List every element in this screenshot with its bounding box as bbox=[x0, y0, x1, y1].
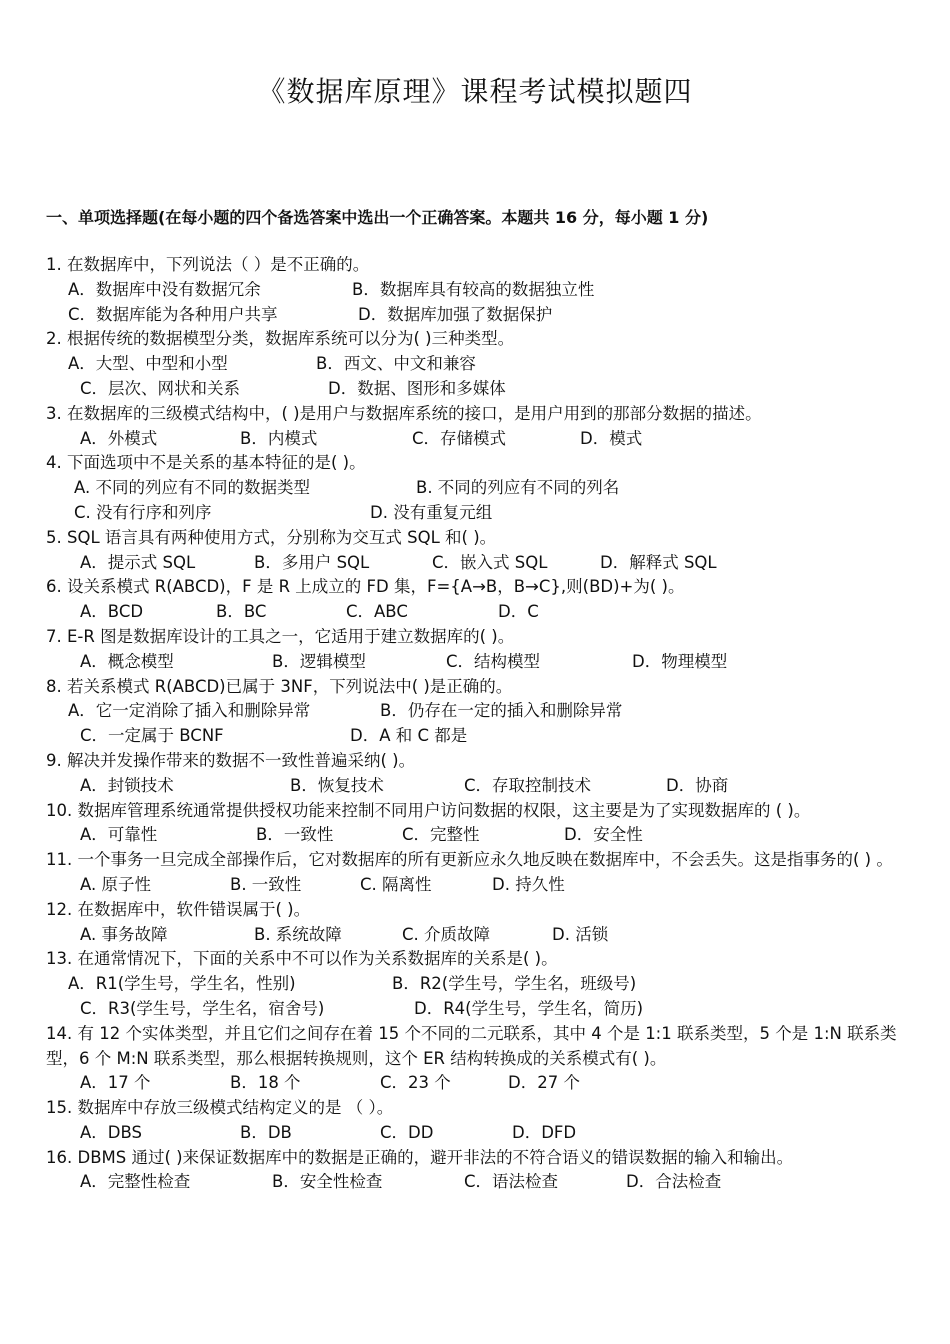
option-a: A．它一定消除了插入和删除异常 bbox=[68, 701, 311, 721]
option-a: A．可靠性 bbox=[80, 825, 158, 845]
option-d: D．数据库加强了数据保护 bbox=[358, 304, 553, 324]
question-stem: 9. 解决并发操作带来的数据不一致性普遍采纳( )。 bbox=[46, 750, 416, 770]
option-c: C．语法检查 bbox=[464, 1172, 559, 1192]
question-stem: 10. 数据库管理系统通常提供授权功能来控制不同用户访问数据的权限，这主要是为了实现数据库的 ( )。 bbox=[46, 800, 811, 820]
option-a: A．外模式 bbox=[80, 428, 158, 448]
option-b: B．18 个 bbox=[230, 1073, 301, 1093]
option-c: C．一定属于 BCNF bbox=[80, 726, 224, 746]
option-d: D．物理模型 bbox=[632, 651, 728, 671]
question-stem: 3. 在数据库的三级模式结构中，( )是用户与数据库系统的接口，是用户用到的那部分数据的描述。 bbox=[46, 403, 762, 423]
question-15 bbox=[46, 1096, 908, 1146]
option-b: B．DB bbox=[240, 1122, 292, 1142]
option-c: C．层次、网状和关系 bbox=[80, 378, 241, 398]
question-stem: 14. 有 12 个实体类型，并且它们之间存在着 15 个不同的二元联系，其中 4 个是 1:1 联系类型，5 个是 1:N 联系类型，6 个 M:N 联系类型，那么根据转换规则，这个 ER 结构转换成的关系模式有( )。 bbox=[46, 1023, 897, 1068]
option-c: C．23 个 bbox=[380, 1073, 451, 1093]
question-stem: 5. SQL 语言具有两种使用方式，分别称为交互式 SQL 和( )。 bbox=[46, 527, 497, 547]
question-16 bbox=[46, 1146, 908, 1196]
section-heading: 一、单项选择题(在每小题的四个备选答案中选出一个正确答案。本题共 16 分，每小题 1 分) bbox=[46, 208, 709, 227]
option-a: A．完整性检查 bbox=[80, 1172, 191, 1192]
option-c: C．R3(学生号，学生名，宿舍号) bbox=[80, 998, 325, 1018]
question-13 bbox=[46, 947, 908, 1021]
option-d: D．A 和 C 都是 bbox=[350, 726, 468, 746]
question-10 bbox=[46, 799, 908, 849]
option-b: B. 不同的列应有不同的列名 bbox=[416, 478, 620, 498]
option-b: B．安全性检查 bbox=[272, 1172, 383, 1192]
question-stem: 7. E-R 图是数据库设计的工具之一，它适用于建立数据库的( )。 bbox=[46, 626, 515, 646]
option-a: A．R1(学生号，学生名，性别) bbox=[68, 974, 296, 994]
option-a: A．数据库中没有数据冗余 bbox=[68, 279, 261, 299]
option-c: C．存储模式 bbox=[412, 428, 507, 448]
question-stem: 13. 在通常情况下，下面的关系中不可以作为关系数据库的关系是( )。 bbox=[46, 949, 558, 969]
option-c: C．完整性 bbox=[402, 825, 480, 845]
question-14 bbox=[46, 1022, 908, 1096]
option-d: D．安全性 bbox=[564, 825, 643, 845]
option-c: C. 隔离性 bbox=[360, 874, 432, 894]
option-a: A. 原子性 bbox=[80, 874, 151, 894]
option-a: A．封锁技术 bbox=[80, 775, 174, 795]
option-d: D．DFD bbox=[512, 1122, 577, 1142]
question-stem: 15. 数据库中存放三级模式结构定义的是 （ ）。 bbox=[46, 1098, 394, 1118]
question-12 bbox=[46, 898, 908, 948]
option-d: D．27 个 bbox=[508, 1073, 580, 1093]
option-b: B．逻辑模型 bbox=[272, 651, 366, 671]
option-b: B．BC bbox=[216, 602, 267, 622]
question-list bbox=[46, 253, 908, 1195]
option-a: A．DBS bbox=[80, 1122, 142, 1142]
question-9 bbox=[46, 749, 908, 799]
option-d: D. 活锁 bbox=[552, 924, 609, 944]
option-d: D. 持久性 bbox=[492, 874, 565, 894]
option-b: B．数据库具有较高的数据独立性 bbox=[352, 279, 595, 299]
option-d: D．R4(学生号，学生名，简历) bbox=[414, 998, 644, 1018]
option-b: B．多用户 SQL bbox=[254, 552, 370, 572]
option-b: B. 系统故障 bbox=[254, 924, 342, 944]
question-5 bbox=[46, 526, 908, 576]
option-d: D．合法检查 bbox=[626, 1172, 722, 1192]
question-8 bbox=[46, 675, 908, 749]
question-3 bbox=[46, 402, 908, 452]
option-c: C. 没有行序和列序 bbox=[74, 502, 212, 522]
option-c: C．存取控制技术 bbox=[464, 775, 592, 795]
question-stem: 8. 若关系模式 R(ABCD)已属于 3NF，下列说法中( )是正确的。 bbox=[46, 676, 513, 696]
option-d: D．解释式 SQL bbox=[600, 552, 717, 572]
question-4 bbox=[46, 451, 908, 525]
option-d: D. 没有重复元组 bbox=[370, 502, 493, 522]
question-stem: 2. 根据传统的数据模型分类，数据库系统可以分为( )三种类型。 bbox=[46, 329, 515, 349]
option-c: C．ABC bbox=[346, 602, 408, 622]
option-d: D．模式 bbox=[580, 428, 643, 448]
question-stem: 6. 设关系模式 R(ABCD)，F 是 R 上成立的 FD 集，F={A→B，B→C},则(BD)+为( )。 bbox=[46, 577, 685, 597]
option-a: A．大型、中型和小型 bbox=[68, 354, 228, 374]
question-stem: 16. DBMS 通过( )来保证数据库中的数据是正确的，避开非法的不符合语义的错误数据的输入和输出。 bbox=[46, 1147, 794, 1167]
question-11 bbox=[46, 848, 908, 898]
option-b: B. 一致性 bbox=[230, 874, 302, 894]
option-b: B．西文、中文和兼容 bbox=[316, 354, 476, 374]
option-a: A．BCD bbox=[80, 602, 144, 622]
option-b: B．内模式 bbox=[240, 428, 318, 448]
question-stem: 1. 在数据库中，下列说法（ ）是不正确的。 bbox=[46, 255, 370, 274]
question-stem: 12. 在数据库中，软件错误属于( )。 bbox=[46, 899, 311, 919]
question-7 bbox=[46, 625, 908, 675]
question-stem: 11. 一个事务一旦完成全部操作后，它对数据库的所有更新应永久地反映在数据库中，不会丢失。这是指事务的( ) 。 bbox=[46, 850, 893, 870]
option-b: B．恢复技术 bbox=[290, 775, 384, 795]
question-stem: 4. 下面选项中不是关系的基本特征的是( )。 bbox=[46, 453, 366, 473]
question-6 bbox=[46, 575, 908, 625]
page-title: 《数据库原理》课程考试模拟题四 bbox=[257, 75, 693, 108]
option-c: C．嵌入式 SQL bbox=[432, 552, 548, 572]
option-c: C. 介质故障 bbox=[402, 924, 491, 944]
question-2 bbox=[46, 327, 908, 401]
option-c: C．DD bbox=[380, 1122, 434, 1142]
option-a: A．17 个 bbox=[80, 1073, 151, 1093]
option-b: B．仍存在一定的插入和删除异常 bbox=[380, 701, 623, 721]
option-a: A. 不同的列应有不同的数据类型 bbox=[74, 478, 310, 498]
option-a: A．提示式 SQL bbox=[80, 552, 196, 572]
option-c: C．结构模型 bbox=[446, 651, 541, 671]
option-b: B．R2(学生号，学生名，班级号) bbox=[392, 974, 637, 994]
question-1 bbox=[46, 253, 908, 327]
option-c: C．数据库能为各种用户共享 bbox=[68, 304, 278, 324]
option-a: A．概念模型 bbox=[80, 651, 174, 671]
option-d: D．C bbox=[498, 602, 539, 622]
option-a: A. 事务故障 bbox=[80, 924, 168, 944]
option-d: D．协商 bbox=[666, 775, 729, 795]
option-d: D．数据、图形和多媒体 bbox=[328, 378, 506, 398]
option-b: B．一致性 bbox=[256, 825, 334, 845]
